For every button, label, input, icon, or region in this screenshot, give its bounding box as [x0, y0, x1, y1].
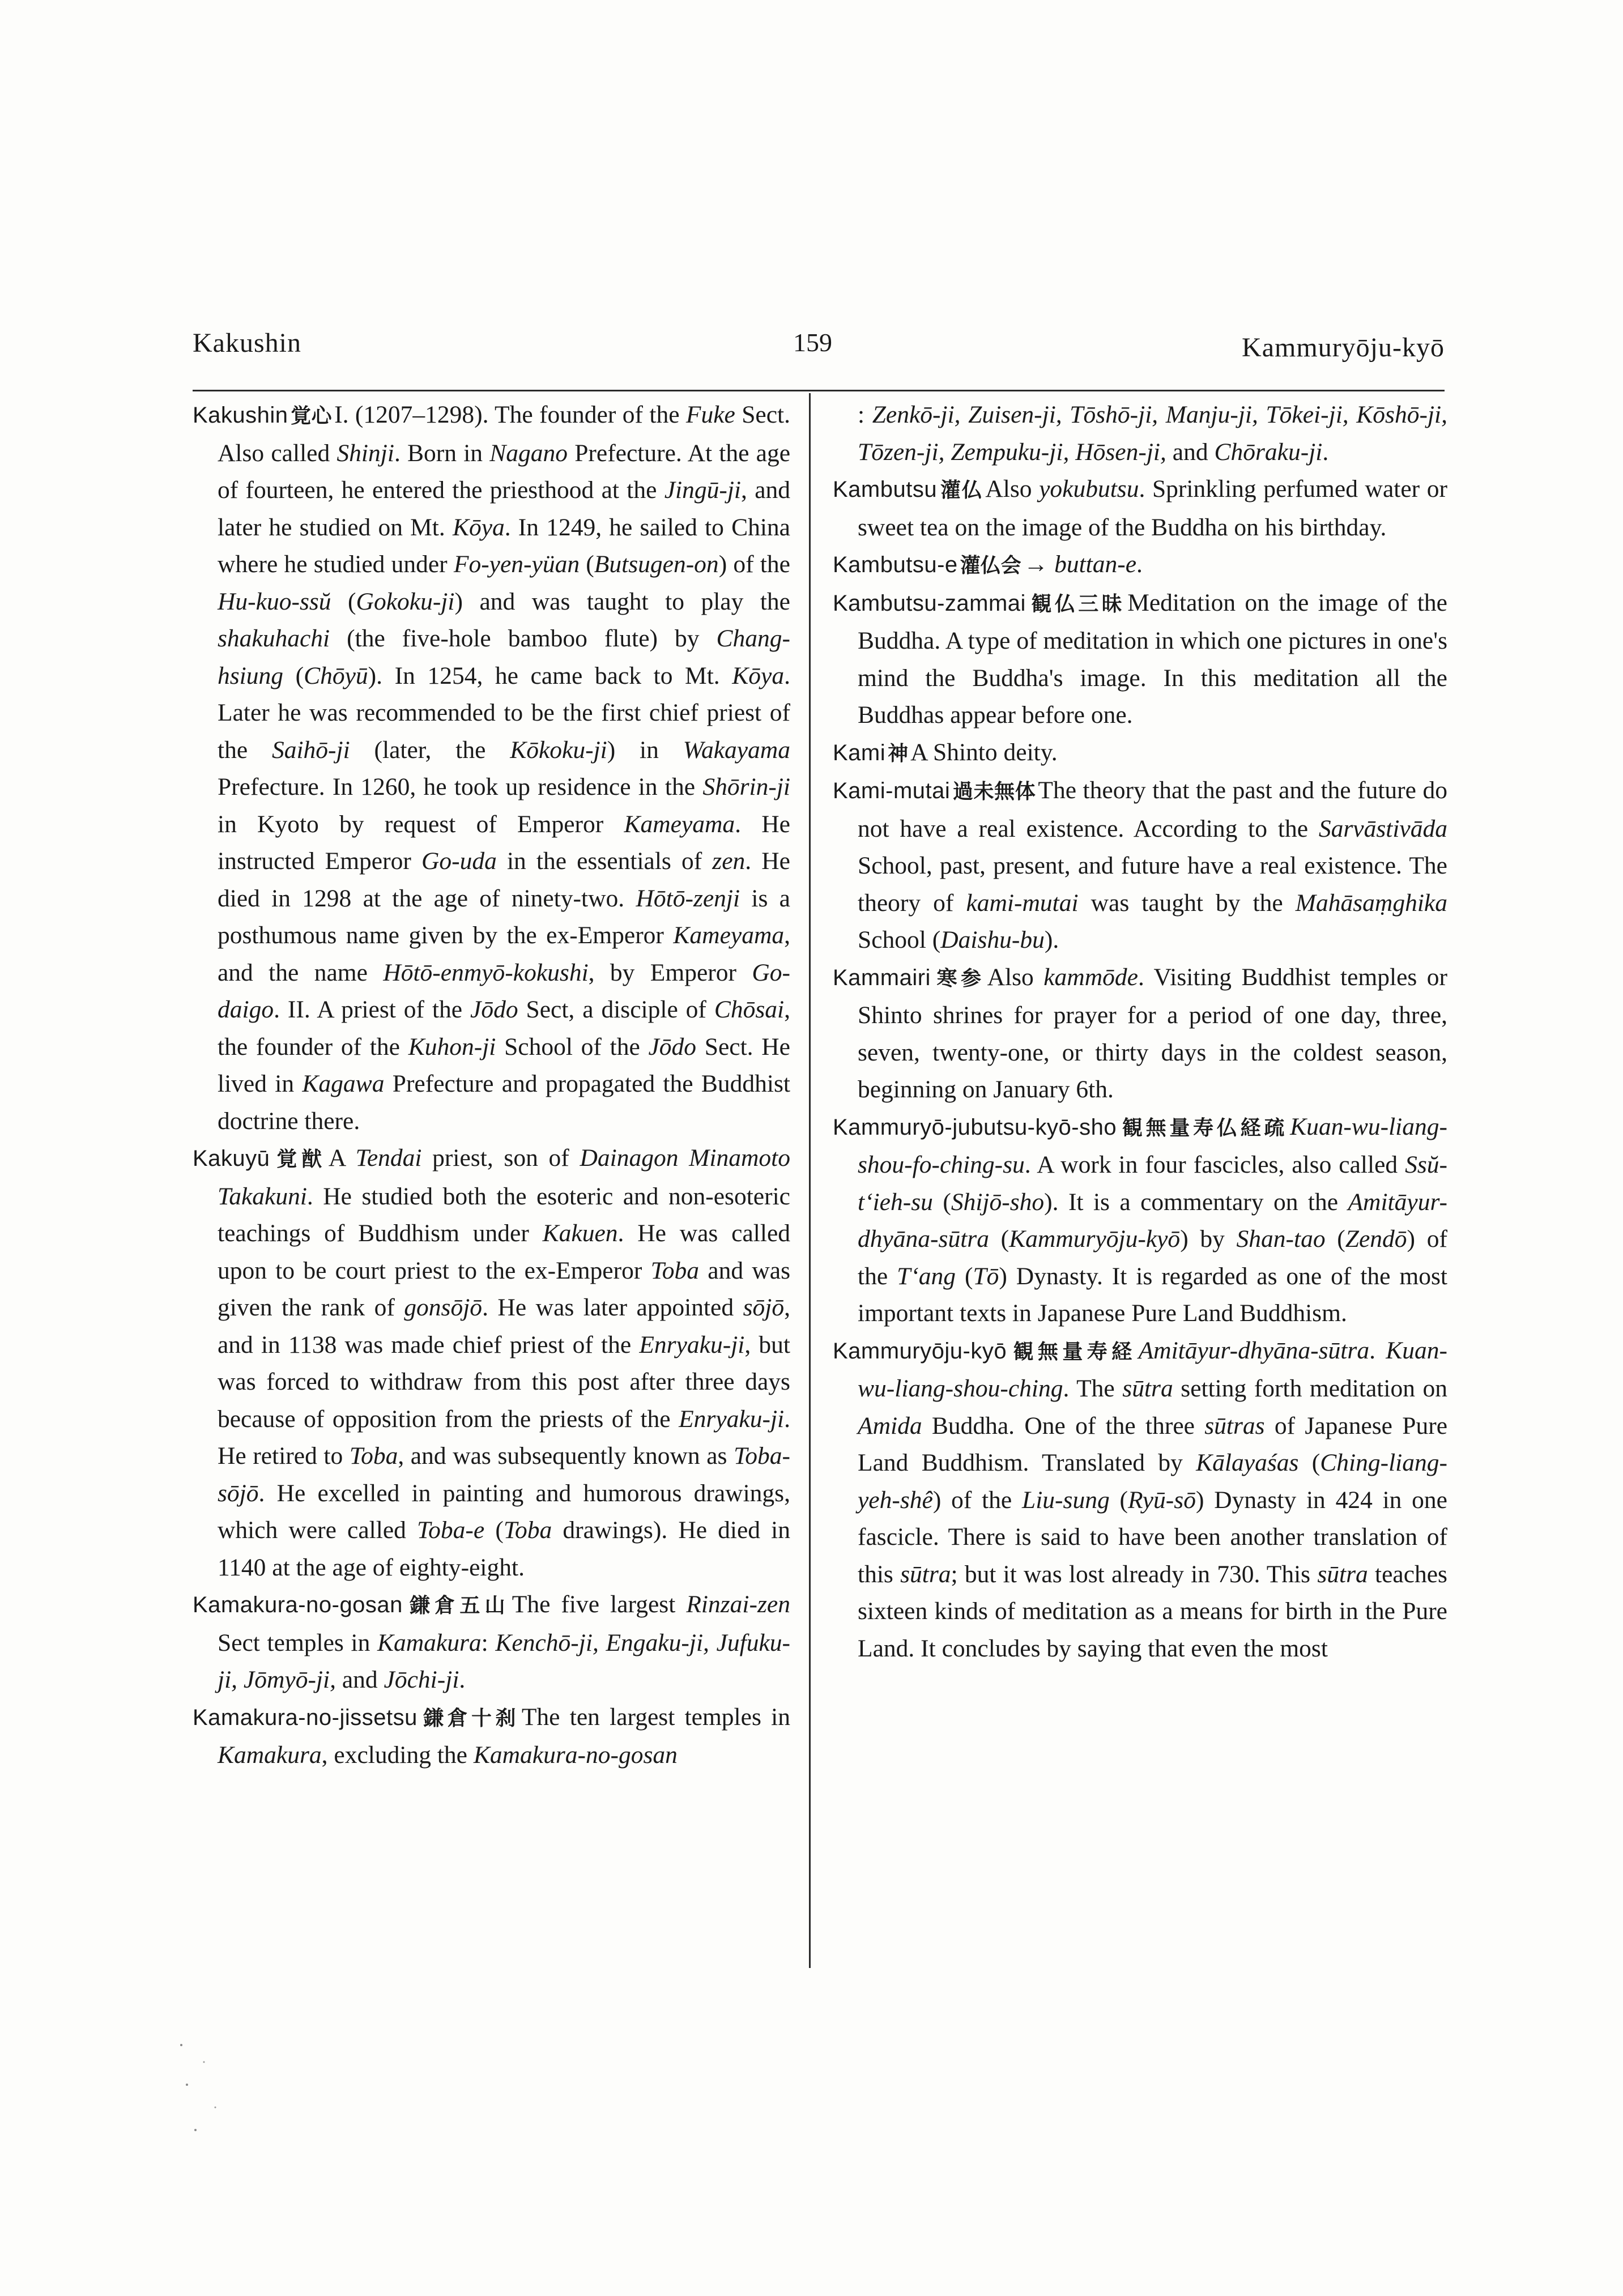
headword: Kamakura-no-gosan [193, 1592, 403, 1617]
text: . Later he was recommended to be the first chief priest of the [218, 662, 790, 764]
text: , and was subsequently known as [398, 1442, 734, 1469]
text: zen [712, 847, 746, 875]
text: ) and was taught to play the [454, 587, 790, 615]
text: Tō [973, 1262, 999, 1290]
text: Fuke [685, 401, 735, 428]
text: Also [987, 963, 1044, 991]
text: Liu-sung [1022, 1486, 1110, 1514]
text: , but was forced to withdraw from this post after three days because of opposition from the priests of the [218, 1331, 791, 1433]
text: Kōya [452, 513, 505, 541]
text: Chōsai [714, 996, 785, 1023]
text: Nagano [489, 439, 568, 467]
headword: Kambutsu-e [833, 552, 958, 577]
entry-kamakura-no-jissetsu [193, 1699, 790, 1774]
text: Ryū-sō [1127, 1486, 1196, 1514]
text: The ten largest temples in [521, 1703, 790, 1731]
text: Rinzai-zen [686, 1591, 790, 1618]
text: Amitāyur-dhyāna-sūtra [1138, 1336, 1370, 1364]
text: Fo-yen-yüan [453, 551, 580, 578]
header-rule [193, 390, 1445, 391]
text: Kagawa [302, 1070, 385, 1097]
text: Kamakura [218, 1741, 322, 1769]
text: . The [1063, 1375, 1123, 1402]
text: Shijō-sho [951, 1188, 1045, 1216]
headword-kanji: 神 [888, 742, 909, 765]
text: Chōyū [304, 662, 368, 689]
speck [186, 2084, 188, 2086]
text: Enryaku-ji [679, 1405, 785, 1433]
text: Kuan-wu-liang-shou-fo-ching-su [858, 1113, 1447, 1178]
speck [203, 2061, 205, 2063]
text: ) of the [858, 1225, 1447, 1290]
text: Zendō [1345, 1225, 1407, 1253]
text: : [858, 401, 872, 428]
text: Prefecture. In 1260, he took up residence in the [218, 773, 703, 800]
text: sūtra [900, 1560, 951, 1588]
headword-kanji: 観無量寿経 [1009, 1340, 1136, 1364]
entry-kambutsu [833, 471, 1447, 546]
text: sūtra [1122, 1375, 1173, 1402]
text: (the five-hole bamboo flute) by [330, 625, 717, 652]
text: , the founder of the [218, 996, 790, 1060]
speck [180, 2044, 182, 2046]
text: Sect, a disciple of [518, 996, 714, 1023]
text: Kammuryōju-kyō [1009, 1225, 1181, 1253]
text: Saihō-ji [271, 736, 350, 764]
text: in the essentials of [496, 847, 713, 875]
text: ) of the [718, 551, 790, 578]
text: Kamakura-no-gosan [473, 1741, 678, 1769]
headword-kanji: 鎌倉十刹 [419, 1706, 519, 1730]
text: Kamakura [377, 1629, 482, 1656]
text: . He retired to [218, 1405, 790, 1469]
text: Amida [858, 1412, 922, 1439]
text: Butsugen-on [594, 551, 719, 578]
text: Kuan-wu-liang-shou-ching [858, 1336, 1447, 1402]
text: shakuhachi [218, 625, 330, 652]
text: Hōtō-zenji [636, 884, 740, 912]
text: Enryaku-ji [639, 1331, 745, 1358]
text: Hōtō-enmyō-kokushi [383, 959, 589, 986]
headword-kanji: 過未無体 [952, 780, 1036, 803]
text: Meditation on the image of the Buddha. A type of meditation in which one pictures in one's mind the Buddha's image. In this meditation all the Buddhas appear before one. [858, 589, 1447, 729]
text: School, past, present, and future have a real existence. The theory of [858, 852, 1447, 917]
entry-kami-mutai [833, 772, 1447, 959]
text: Wakayama [683, 736, 790, 764]
text: ( [956, 1262, 973, 1290]
entry-kammuryoju-kyo [833, 1332, 1447, 1668]
text: A [328, 1144, 356, 1172]
text: teaches sixteen kinds of meditation as a means for birth in the Pure Land. It concludes by saying that even the most [858, 1560, 1447, 1662]
text: Shōrin-ji [702, 773, 790, 800]
text: . Born in [394, 439, 490, 467]
text: of Japanese Pure Land Buddhism. Translated by [858, 1412, 1448, 1476]
headword: Kami [833, 740, 886, 765]
text: Chang-hsiung [218, 625, 790, 689]
text: Shan-tao [1236, 1225, 1326, 1253]
text: Sect. Also called [218, 401, 790, 467]
text: sūtras [1204, 1412, 1265, 1439]
text: Sarvāstivāda [1318, 815, 1447, 842]
text: Mahāsaṃghika [1295, 889, 1447, 917]
text: kami-mutai [966, 889, 1079, 917]
text: Chōraku-ji [1214, 438, 1323, 466]
speck [215, 2107, 216, 2108]
entry-kambutsu-e [833, 546, 1447, 585]
headword: Kamakura-no-jissetsu [193, 1705, 418, 1730]
text: . Visiting Buddhist temples or Shinto shrines for prayer for a period of one day, three, seven, twenty-one, or thirty days in the coldest season, beginning on January 6th. [858, 963, 1447, 1103]
text: A Shinto deity. [910, 738, 1058, 766]
text: . [1369, 1336, 1386, 1364]
text: Kenchō-ji, Engaku-ji, Jufuku-ji, Jōmyō-ji, [218, 1629, 790, 1693]
text: , and in 1138 was made chief priest of the [218, 1294, 790, 1358]
text: . In 1249, he sailed to China where he studied under [218, 513, 790, 578]
headword: Kambutsu [833, 477, 938, 502]
scan-specks [170, 2039, 283, 2153]
text: Also [985, 475, 1040, 502]
headword-kanji: 覚猷 [272, 1148, 326, 1171]
right-column [833, 397, 1447, 1667]
text: . [1136, 551, 1143, 578]
headword: Kammuryō-jubutsu-kyō-sho [833, 1114, 1117, 1140]
text: and was given the rank of [218, 1256, 790, 1321]
text: gonsōjō [404, 1294, 483, 1321]
text: School ( [858, 926, 941, 953]
headword: Kakushin [193, 403, 288, 428]
text: Kuhon-ji [408, 1033, 496, 1060]
text: I. (1207–1298). The founder of the [334, 401, 686, 428]
text: is a posthumous name given by the ex-Emperor [218, 884, 790, 949]
text: ( [1325, 1225, 1345, 1253]
text: Daishu-bu [940, 926, 1045, 953]
text: T‘ang [897, 1262, 956, 1290]
running-head-left: Kakushin [193, 328, 301, 358]
text: Amitāyur-dhyāna-sūtra [858, 1188, 1447, 1253]
text: . He was called upon to be court priest to the ex-Emperor [218, 1220, 791, 1284]
text: and [335, 1666, 384, 1693]
page-header [193, 327, 1445, 373]
text: School of the [496, 1033, 649, 1060]
text: Sect temples in [218, 1629, 377, 1656]
text: ) Dynasty in 424 in one fascicle. There is said to have been another translation of this [858, 1486, 1447, 1588]
text: : [481, 1629, 496, 1656]
entry-kamakura-no-jissetsu-continued [833, 397, 1447, 471]
text: , and the name [218, 922, 790, 986]
text: Toba-e [416, 1517, 485, 1544]
text: Ching-liang-yeh-shê [858, 1449, 1447, 1514]
speck [194, 2129, 197, 2131]
text: Go-daigo [218, 959, 791, 1023]
text: in Kyoto by request of Emperor [218, 810, 624, 838]
text: ( [932, 1188, 951, 1216]
headword: Kammuryōju-kyō [833, 1338, 1007, 1364]
text: kammōde [1043, 963, 1138, 991]
text: ) by [1180, 1225, 1237, 1253]
text: ) in [607, 736, 683, 764]
text: ; but it was lost already in 730. This [951, 1560, 1318, 1588]
headword-kanji: 観仏三昧 [1028, 592, 1126, 616]
text: Go-uda [421, 847, 497, 875]
headword-kanji: 寒参 [932, 966, 985, 990]
text: ). [1044, 926, 1059, 953]
entry-kakuyu [193, 1140, 790, 1586]
text: Kōkoku-ji [510, 736, 607, 764]
text: Prefecture and propagated the Buddhist doctrine there. [218, 1070, 790, 1135]
headword-kanji: 灌仏会 [960, 554, 1021, 577]
text: Dainagon Minamoto Takakuni [218, 1144, 790, 1210]
headword: Kambutsu-zammai [833, 590, 1026, 616]
text: ) Dynasty. It is regarded as one of the most important texts in Japanese Pure Land Buddhism. [858, 1262, 1447, 1327]
text: ( [1298, 1449, 1320, 1476]
text: Jōdo [648, 1033, 697, 1060]
text: yokubutsu [1039, 475, 1139, 502]
entry-kambutsu-zammai [833, 585, 1447, 734]
text: ) of the [932, 1486, 1022, 1514]
running-head-right: Kammuryōju-kyō [1242, 333, 1445, 363]
text: . Sprinkling perfumed water or sweet tea on the image of the Buddha on his birthday. [858, 475, 1447, 541]
entry-kammairi [833, 959, 1447, 1109]
text: Toba [349, 1442, 398, 1469]
text: ( [580, 551, 594, 578]
text: Hu-kuo-ssŭ [218, 587, 331, 615]
headword-kanji: 覚心 [290, 404, 333, 428]
entry-kammuryo-jubutsu-kyo-sho [833, 1109, 1447, 1332]
text: ( [283, 662, 304, 689]
text: ). It is a commentary on the [1044, 1188, 1348, 1216]
text: , and later he studied on Mt. [218, 476, 791, 541]
headword: Kakuyū [193, 1146, 270, 1171]
text: (later, the [350, 736, 510, 764]
column-rule [809, 393, 811, 1968]
text: sōjō [743, 1294, 785, 1321]
text: Gokoku-ji [356, 587, 455, 615]
text: The theory that the past and the future do not have a real existence. According to the [858, 777, 1447, 842]
text: . II. A priest of the [274, 996, 471, 1023]
text: Kameyama [673, 922, 785, 949]
text: Jōchi-ji [384, 1666, 459, 1693]
text: . He studied both the esoteric and non-esoteric teachings of Buddhism under [218, 1182, 790, 1247]
headword-kanji: 観無量寿仏経疏 [1119, 1116, 1288, 1140]
text: drawings). He died in 1140 at the age of eighty-eight. [218, 1517, 790, 1581]
text: setting forth meditation on [1173, 1375, 1448, 1402]
page-number: 159 [793, 328, 832, 357]
text: . A work in four fascicles, also called [1024, 1151, 1405, 1178]
text: The five largest [512, 1591, 687, 1618]
text: , by Emperor [588, 959, 752, 986]
text: Kameyama [624, 810, 735, 838]
text: ( [331, 587, 356, 615]
arrow-icon: → [1023, 551, 1049, 578]
left-column [193, 397, 790, 1774]
text: Kōya [732, 662, 785, 689]
text: Zenkō-ji, Zuisen-ji, Tōshō-ji, Manju-ji, Tōkei-ji, Kōshō-ji, Tōzen-ji, Zempuku-ji, Hōsen-ji, [858, 401, 1447, 466]
text: Kakuen [542, 1220, 618, 1247]
text: Tendai [355, 1144, 422, 1172]
text: sūtra [1317, 1560, 1368, 1588]
headword: Kami-mutai [833, 778, 951, 803]
text: ). In 1254, he came back to Mt. [368, 662, 732, 689]
text: Kālayaśas [1196, 1449, 1299, 1476]
text: . He was later appointed [482, 1294, 743, 1321]
text: . He died in 1298 at the age of ninety-two. [218, 847, 790, 912]
text: Toba [650, 1256, 700, 1284]
text: . He instructed Emperor [218, 810, 790, 875]
text: Jingū-ji [664, 476, 742, 504]
text: . He excelled in painting and humorous drawings, which were called [218, 1479, 790, 1544]
text: Buddha. One of the three [922, 1412, 1205, 1439]
text: Prefecture. At the age of fourteen, he entered the priesthood at the [218, 439, 790, 504]
text: Ssŭ-t‘ieh-su [858, 1151, 1447, 1216]
entry-kamakura-no-gosan [193, 1586, 790, 1699]
text: ( [989, 1225, 1009, 1253]
text: priest, son of [421, 1144, 580, 1172]
text: ( [484, 1517, 504, 1544]
text: Shinji [336, 439, 394, 467]
text: . [1322, 438, 1329, 466]
text: Toba-sōjō [218, 1442, 790, 1507]
text: was taught by the [1078, 889, 1296, 917]
text: Toba [503, 1517, 552, 1544]
text: . [459, 1666, 466, 1693]
entry-kakushin [193, 397, 790, 1140]
entry-kami [833, 734, 1447, 773]
text: and [1166, 438, 1215, 466]
cross-reference: buttan-e [1054, 551, 1137, 578]
headword-kanji: 鎌倉五山 [404, 1594, 510, 1617]
text: , excluding the [321, 1741, 474, 1769]
text: Jōdo [470, 996, 518, 1023]
text: Sect. He lived in [218, 1033, 790, 1097]
headword: Kammairi [833, 965, 931, 990]
headword-kanji: 灌仏 [939, 479, 983, 502]
text: ( [1109, 1486, 1128, 1514]
